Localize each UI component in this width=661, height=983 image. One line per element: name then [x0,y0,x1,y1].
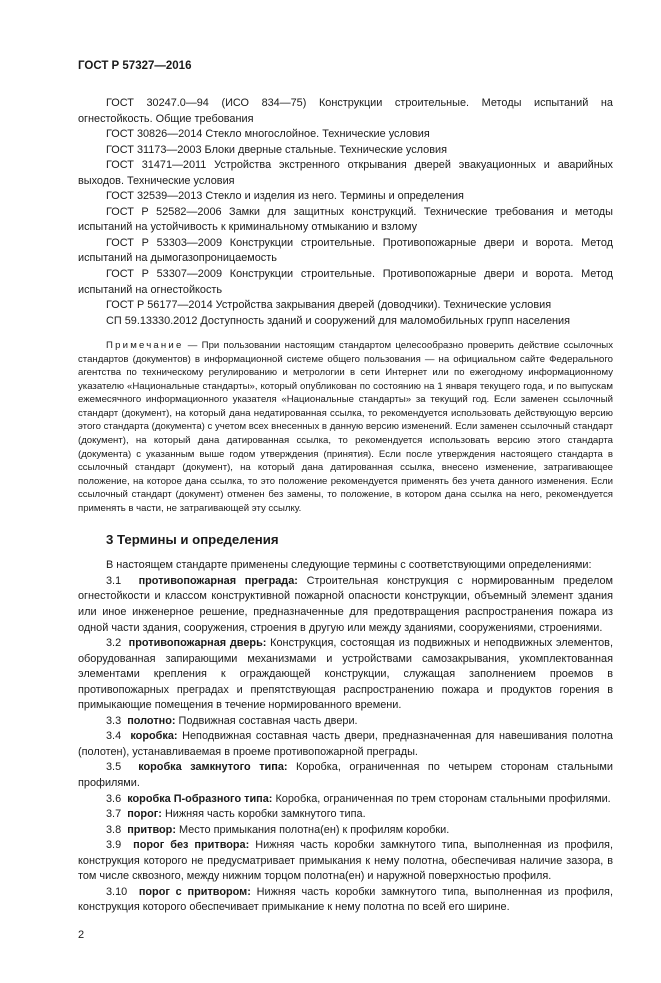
term-definition: Нижняя часть коробки замкнутого типа. [164,808,366,821]
term-number: 3.6 [106,792,122,805]
term-item [78,714,613,730]
term-definition: Нижняя часть коробки замкнутого типа, выполненная из профиля, конструкция которого не предусматривает примыкания к нему полотна, обеспечивая наличие зазора, в том числе сквозного, между нижним торцом полотна(ен) и наружной поверхностью профиля. [78,839,613,883]
term-definition: Коробка, ограниченная по четырем сторонам стальными профилями. [78,761,613,789]
section-title: 3 Термины и определения [106,532,279,548]
reference-item: СП 59.13330.2012 Доступность зданий и сооружений для маломобильных групп населения [106,314,571,327]
document-header: ГОСТ Р 57327—2016 [78,60,192,72]
reference-item: ГОСТ 31173—2003 Блоки дверные стальные. Технические условия [106,143,447,156]
reference-item: ГОСТ 30826—2014 Стекло многослойное. Технические условия [106,128,430,141]
term-number: 3.7 [106,808,122,821]
term-definition: Неподвижная составная часть двери, предназначенная для навешивания полотна (полотен), устанавливаемая в проеме противопожарной преграды. [78,730,613,758]
term-name: порог: [127,808,162,821]
term-item [78,729,613,760]
reference-item: ГОСТ Р 53307—2009 Конструкции строительные. Противопожарные двери и ворота. Метод испытаний на огнестойкость [78,268,613,296]
term-item [78,838,613,885]
term-name: коробка замкнутого типа: [138,761,288,774]
term-definition: Подвижная составная часть двери. [178,714,358,727]
note-text: — При пользовании настоящим стандартом целесообразно проверить действие ссылочных стандартов (документов) в информационной системе общего пользования — на официальном сайте Федерального агентства по техническому регулированию и метрологии в сети Интернет или по ежегодному информационному указателю «Национальные стандарты», который опубликован по состоянию на 1 января текущего года, и по выпускам ежемесячного информационного указателя «Национальные стандарты» за текущий год. Если заменен ссылочный стандарт (документ), на который дана недатированная ссылка, то рекомендуется использовать действующую версию этого стандарта (документа) с учетом всех внесенных в данную версию изменений. Если заменен ссылочный стандарт (документ), на который дана датированная ссылка, то рекомендуется использовать версию этого стандарта (документа) с указанным выше годом утверждения (принятия). Если после утверждения настоящего стандарта в ссылочный стандарт (документ), на который дана датированная ссылка, внесено изменение, затрагивающее положение, на которое дана ссылка, то это положение рекомендуется применять без учета данного изменения. Если ссылочный стандарт (документ) отменен без замены, то положение, в котором дана ссылка на него, рекомендуется применять в части, не затрагивающей эту ссылку. [78,340,613,514]
term-definition: Место примыкания полотна(ен) к профилям коробки. [178,823,450,836]
term-name: коробка: [130,730,178,743]
section-intro: В настоящем стандарте применены следующие термины с соответствующими определениями: [106,559,592,572]
term-item [78,885,613,916]
term-number: 3.4 [106,730,122,743]
page-number: 2 [78,928,85,941]
term-name: порог без притвора: [133,839,250,852]
term-name: коробка П-образного типа: [127,792,273,805]
term-name: противопожарная преграда: [138,574,298,587]
reference-item: ГОСТ 32539—2013 Стекло и изделия из него. Термины и определения [106,190,464,203]
term-number: 3.5 [106,761,122,774]
terms-list [78,558,613,916]
term-definition: Конструкция, состоящая из подвижных и неподвижных элементов, оборудованная запирающими механизмами и устройствами самозакрывания, укомплектованная элементами крепления к ограждающей конструкции, служащая заполнением проемов в противопожарных преградах и препятствующая распространению пожара и продуктов горения в примыкающие помещения в течение нормированного времени. [78,637,613,712]
term-definition: Нижняя часть коробки замкнутого типа, выполненная из профиля, конструкция которого обеспечивает примыкание к нему полотна по всей его ширине. [78,885,613,914]
term-number: 3.9 [106,839,122,852]
term-item [78,823,613,839]
term-item [78,574,613,636]
reference-item: ГОСТ Р 56177—2014 Устройства закрывания дверей (доводчики). Технические условия [106,299,552,312]
reference-item: ГОСТ Р 52582—2006 Замки для защитных конструкций. Технические требования и методы испытаний на устойчивость к криминальному отмыканию и взлому [78,205,613,234]
term-definition: Строительная конструкция с нормированным пределом огнестойкости и классом конструктивной пожарной опасности конструкции, объемный элемент здания или иное инженерное решение, предназначенные для предотвращения распространения пожара из одной части здания, сооружения, строения в другую или между зданиями, сооружениями, строениями. [78,574,613,634]
term-number: 3.3 [106,714,122,727]
reference-item: ГОСТ Р 53303—2009 Конструкции строительные. Противопожарные двери и ворота. Метод испытаний на дымогазопроницаемость [78,236,613,265]
term-name: притвор: [127,823,176,836]
term-number: 3.1 [106,574,122,587]
normative-references [78,96,613,329]
term-item [78,792,613,808]
term-name: полотно: [127,714,176,727]
note-label: Примечание [106,340,184,352]
reference-item: ГОСТ 31471—2011 Устройства экстренного открывания дверей эвакуационных и аварийных выходов. Технические условия [78,159,613,187]
term-number: 3.2 [106,637,122,650]
term-definition: Коробка, ограниченная по трем сторонам стальными профилями. [275,792,611,805]
term-number: 3.8 [106,823,122,836]
reference-item: ГОСТ 30247.0—94 (ИСО 834—75) Конструкции строительные. Методы испытаний на огнестойкость. Общие требования [78,97,613,125]
term-item [78,807,613,823]
term-item [78,636,613,714]
note [78,339,613,515]
term-number: 3.10 [106,885,128,898]
term-name: порог с притвором: [138,885,251,898]
term-item [78,760,613,791]
term-name: противопожарная дверь: [128,637,267,650]
